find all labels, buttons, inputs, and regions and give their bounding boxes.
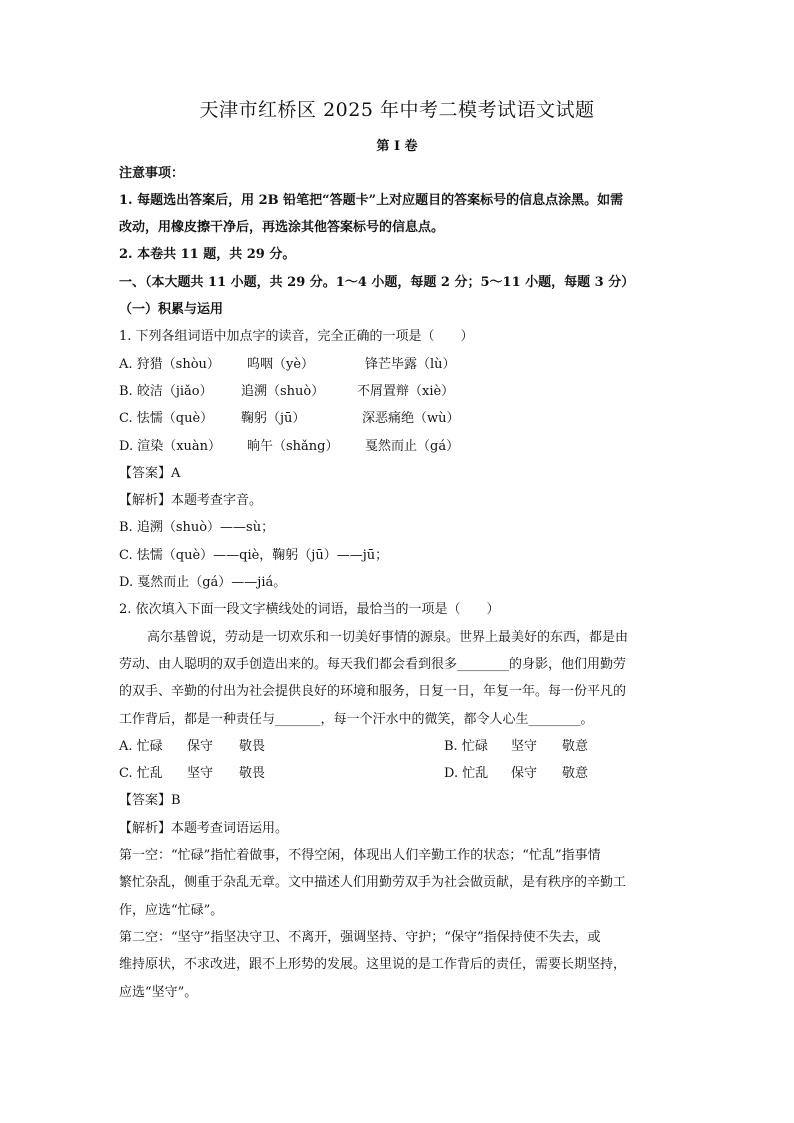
q1-correction-c: C. 怯懦（què）——qiè，鞠躬（jū）——jū； xyxy=(119,548,389,563)
q2-option-c-3: 敬畏 xyxy=(239,766,266,781)
q2-blank-1-line-2: 繁忙杂乱，侧重于杂乱无章。文中描述人们用勤劳双手为社会做贡献，是有秩序的辛勤工 xyxy=(119,875,627,890)
q2-analysis: 【解析】本题考查词语运用。 xyxy=(119,821,289,836)
notice-item-2: 2. 本卷共 11 题，共 29 分。 xyxy=(119,247,296,262)
q1-correction-d: D. 戛然而止（gá）——jiá。 xyxy=(119,575,287,590)
subsection-heading: （一）积累与运用 xyxy=(119,302,224,317)
q1-answer: 【答案】A xyxy=(119,466,181,481)
q2-passage-line-4: 工作背后，都是一种责任与_______，每一个汗水中的微笑，都令人心生________。 xyxy=(119,712,594,727)
volume-label: 第 I 卷 xyxy=(376,139,418,154)
q2-option-d-2: 保守 xyxy=(511,766,538,781)
q2-blank-1-line-1: 第一空：“忙碌”指忙着做事，不得空闲，体现出人们辛勤工作的状态；“忙乱”指事情 xyxy=(119,848,601,863)
q2-option-a-2: 保守 xyxy=(187,739,214,754)
notice-item-1-cont: 改动，用橡皮擦干净后，再选涂其他答案标号的信息点。 xyxy=(119,220,445,235)
q2-blank-2-line-1: 第二空：“坚守”指坚决守卫、不离开，强调坚持、守护；“保守”指保持使不失去，或 xyxy=(119,930,601,945)
doc-title: 天津市红桥区 2025 年中考二模考试语文试题 xyxy=(199,99,595,121)
q1-option-b-2: 追溯（shuò） xyxy=(241,384,325,399)
q2-blank-2-line-3: 应选“坚守”。 xyxy=(119,985,198,1000)
q2-option-d-3: 敬意 xyxy=(562,766,589,781)
q1-option-c-2: 鞠躬（jū） xyxy=(241,411,306,426)
q1-option-a-1: A. 狩猎（shòu） xyxy=(119,357,220,372)
q1-option-b-3: 不屑置辩（xiè） xyxy=(357,384,455,399)
q2-passage-line-2: 劳动、由人聪明的双手创造出来的。每天我们都会看到很多________的身影，他们用勤劳 xyxy=(119,657,627,672)
q2-option-b-1: B. 忙碌 xyxy=(444,739,488,754)
q2-blank-1-line-3: 作，应选“忙碌”。 xyxy=(119,903,224,918)
q2-blank-2-line-2: 维持原状，不求改进，跟不上形势的发展。这里说的是工作背后的责任，需要长期坚持， xyxy=(119,957,627,972)
q2-option-d-1: D. 忙乱 xyxy=(444,766,489,781)
q1-option-d-3: 戛然而止（gá） xyxy=(365,439,460,454)
q2-option-c-1: C. 忙乱 xyxy=(119,766,163,781)
section-heading: 一、（本大题共 11 小题，共 29 分。1～4 小题，每题 2 分；5～11 小题，每题 3 分） xyxy=(119,275,635,290)
q2-option-a-1: A. 忙碌 xyxy=(119,739,163,754)
q2-option-b-2: 坚守 xyxy=(511,739,538,754)
q2-option-b-3: 敬意 xyxy=(562,739,589,754)
q1-option-c-3: 深恶痛绝（wù） xyxy=(362,411,460,426)
q1-option-a-2: 呜咽（yè） xyxy=(247,357,315,372)
q2-stem: 2. 依次填入下面一段文字横线处的词语，最恰当的一项是（ ） xyxy=(119,602,500,617)
q2-option-c-2: 坚守 xyxy=(187,766,214,781)
q1-option-b-1: B. 皎洁（jiǎo） xyxy=(119,384,213,399)
q1-option-d-2: 晌午（shǎng） xyxy=(247,439,339,454)
q1-option-d-1: D. 渲染（xuàn） xyxy=(119,439,222,454)
notice-item-1: 1. 每题选出答案后，用 2B 铅笔把“答题卡”上对应题目的答案标号的信息点涂黑。如需 xyxy=(119,193,624,208)
q1-correction-b: B. 追溯（shuò）——sù； xyxy=(119,520,275,535)
q2-passage-line-1: 高尔基曾说，劳动是一切欢乐和一切美好事情的源泉。世界上最美好的东西，都是由 xyxy=(147,630,629,645)
q1-analysis: 【解析】本题考查字音。 xyxy=(119,493,263,508)
q1-option-a-3: 锋芒毕露（lù） xyxy=(365,357,456,372)
q1-stem: 1. 下列各组词语中加点字的读音，完全正确的一项是（ ） xyxy=(119,329,474,344)
q2-answer: 【答案】B xyxy=(119,793,181,808)
q2-option-a-3: 敬畏 xyxy=(239,739,266,754)
notice-heading: 注意事项： xyxy=(119,166,185,181)
q2-passage-line-3: 的双手、辛勤的付出为社会提供良好的环境和服务，日复一日，年复一年。每一份平凡的 xyxy=(119,684,627,699)
q1-option-c-1: C. 怯懦（què） xyxy=(119,411,214,426)
